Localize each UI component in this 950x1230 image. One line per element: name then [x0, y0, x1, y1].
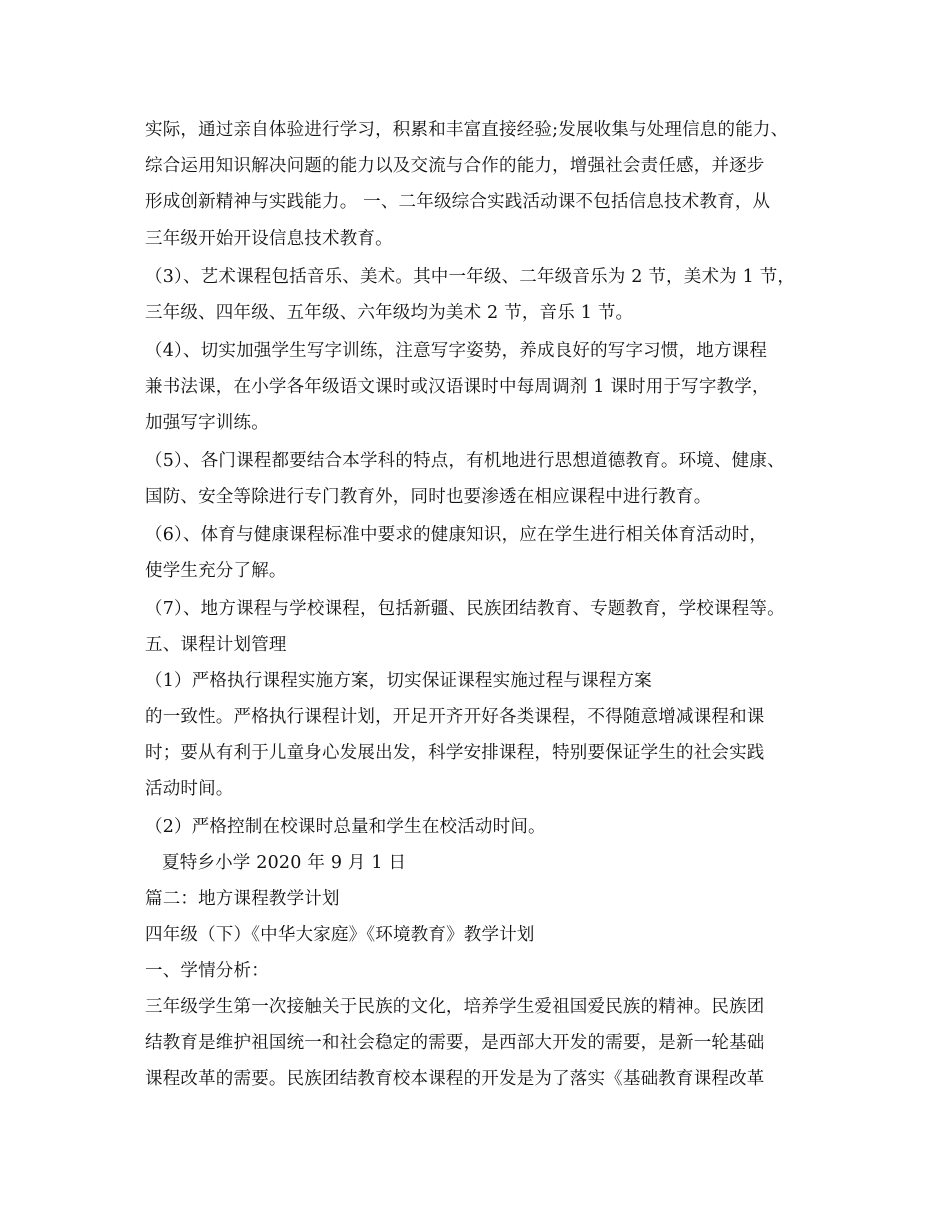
text-line: （7）、地方课程与学校课程，包括新疆、民族团结教育、专题教育，学校课程等。: [145, 599, 785, 619]
text-line: 的一致性。严格执行课程计划，开足开齐开好各类课程，不得随意增减课程和课: [145, 707, 765, 727]
text-line: 三年级开始开设信息技术教育。: [145, 229, 393, 249]
text-line: （6）、体育与健康课程标准中要求的健康知识，应在学生进行相关体育活动时，: [145, 525, 768, 545]
text-line: （4）、切实加强学生写字训练，注意写字姿势，养成良好的写字习惯，地方课程: [145, 341, 768, 361]
text-line: 国防、安全等除进行专门教育外，同时也要渗透在相应课程中进行教育。: [145, 487, 712, 507]
text-line: 形成创新精神与实践能力。 一、二年级综合实践活动课不包括信息技术教育，从: [145, 192, 771, 212]
text-line: 实际，通过亲自体验进行学习，积累和丰富直接经验;发展收集与处理信息的能力、: [145, 120, 789, 140]
text-line: （2）严格控制在校课时总量和学生在校活动时间。: [145, 817, 546, 837]
section-heading: 一、学情分析：: [145, 961, 269, 981]
text-line: 三年级、四年级、五年级、六年级均为美术 2 节，音乐 1 节。: [145, 303, 634, 323]
text-line: 结教育是维护祖国统一和社会稳定的需要，是西部大开发的需要，是新一轮基础: [145, 1033, 765, 1053]
section-heading: 篇二：地方课程教学计划: [145, 889, 340, 909]
text-line: 课程改革的需要。民族团结教育校本课程的开发是为了落实《基础教育课程改革: [145, 1069, 765, 1089]
section-heading: 五、课程计划管理: [145, 635, 287, 655]
text-line: 活动时间。: [145, 779, 234, 799]
document-subtitle: 四年级（下）《中华大家庭》《环境教育》教学计划: [145, 925, 535, 945]
signature-date: 夏特乡小学 2020 年 9 月 1 日: [162, 853, 407, 873]
text-line: 时；要从有利于儿童身心发展出发，科学安排课程，特别要保证学生的社会实践: [145, 743, 765, 763]
text-line: 综合运用知识解决问题的能力以及交流与合作的能力，增强社会责任感，并逐步: [145, 156, 765, 176]
text-line: 使学生充分了解。: [145, 561, 287, 581]
text-line: （1）严格执行课程实施方案，切实保证课程实施过程与课程方案: [145, 671, 652, 691]
text-line: 三年级学生第一次接触关于民族的文化，培养学生爱祖国爱民族的精神。民族团: [145, 997, 765, 1017]
text-line: 加强写字训练。: [145, 413, 269, 433]
text-line: （5）、各门课程都要结合本学科的特点，有机地进行思想道德教育。环境、健康、: [145, 451, 785, 471]
text-line: （3）、艺术课程包括音乐、美术。其中一年级、二年级音乐为 2 节，美术为 1 节，: [145, 267, 796, 287]
text-line: 兼书法课，在小学各年级语文课时或汉语课时中每周调剂 1 课时用于写字教学，: [145, 377, 770, 397]
